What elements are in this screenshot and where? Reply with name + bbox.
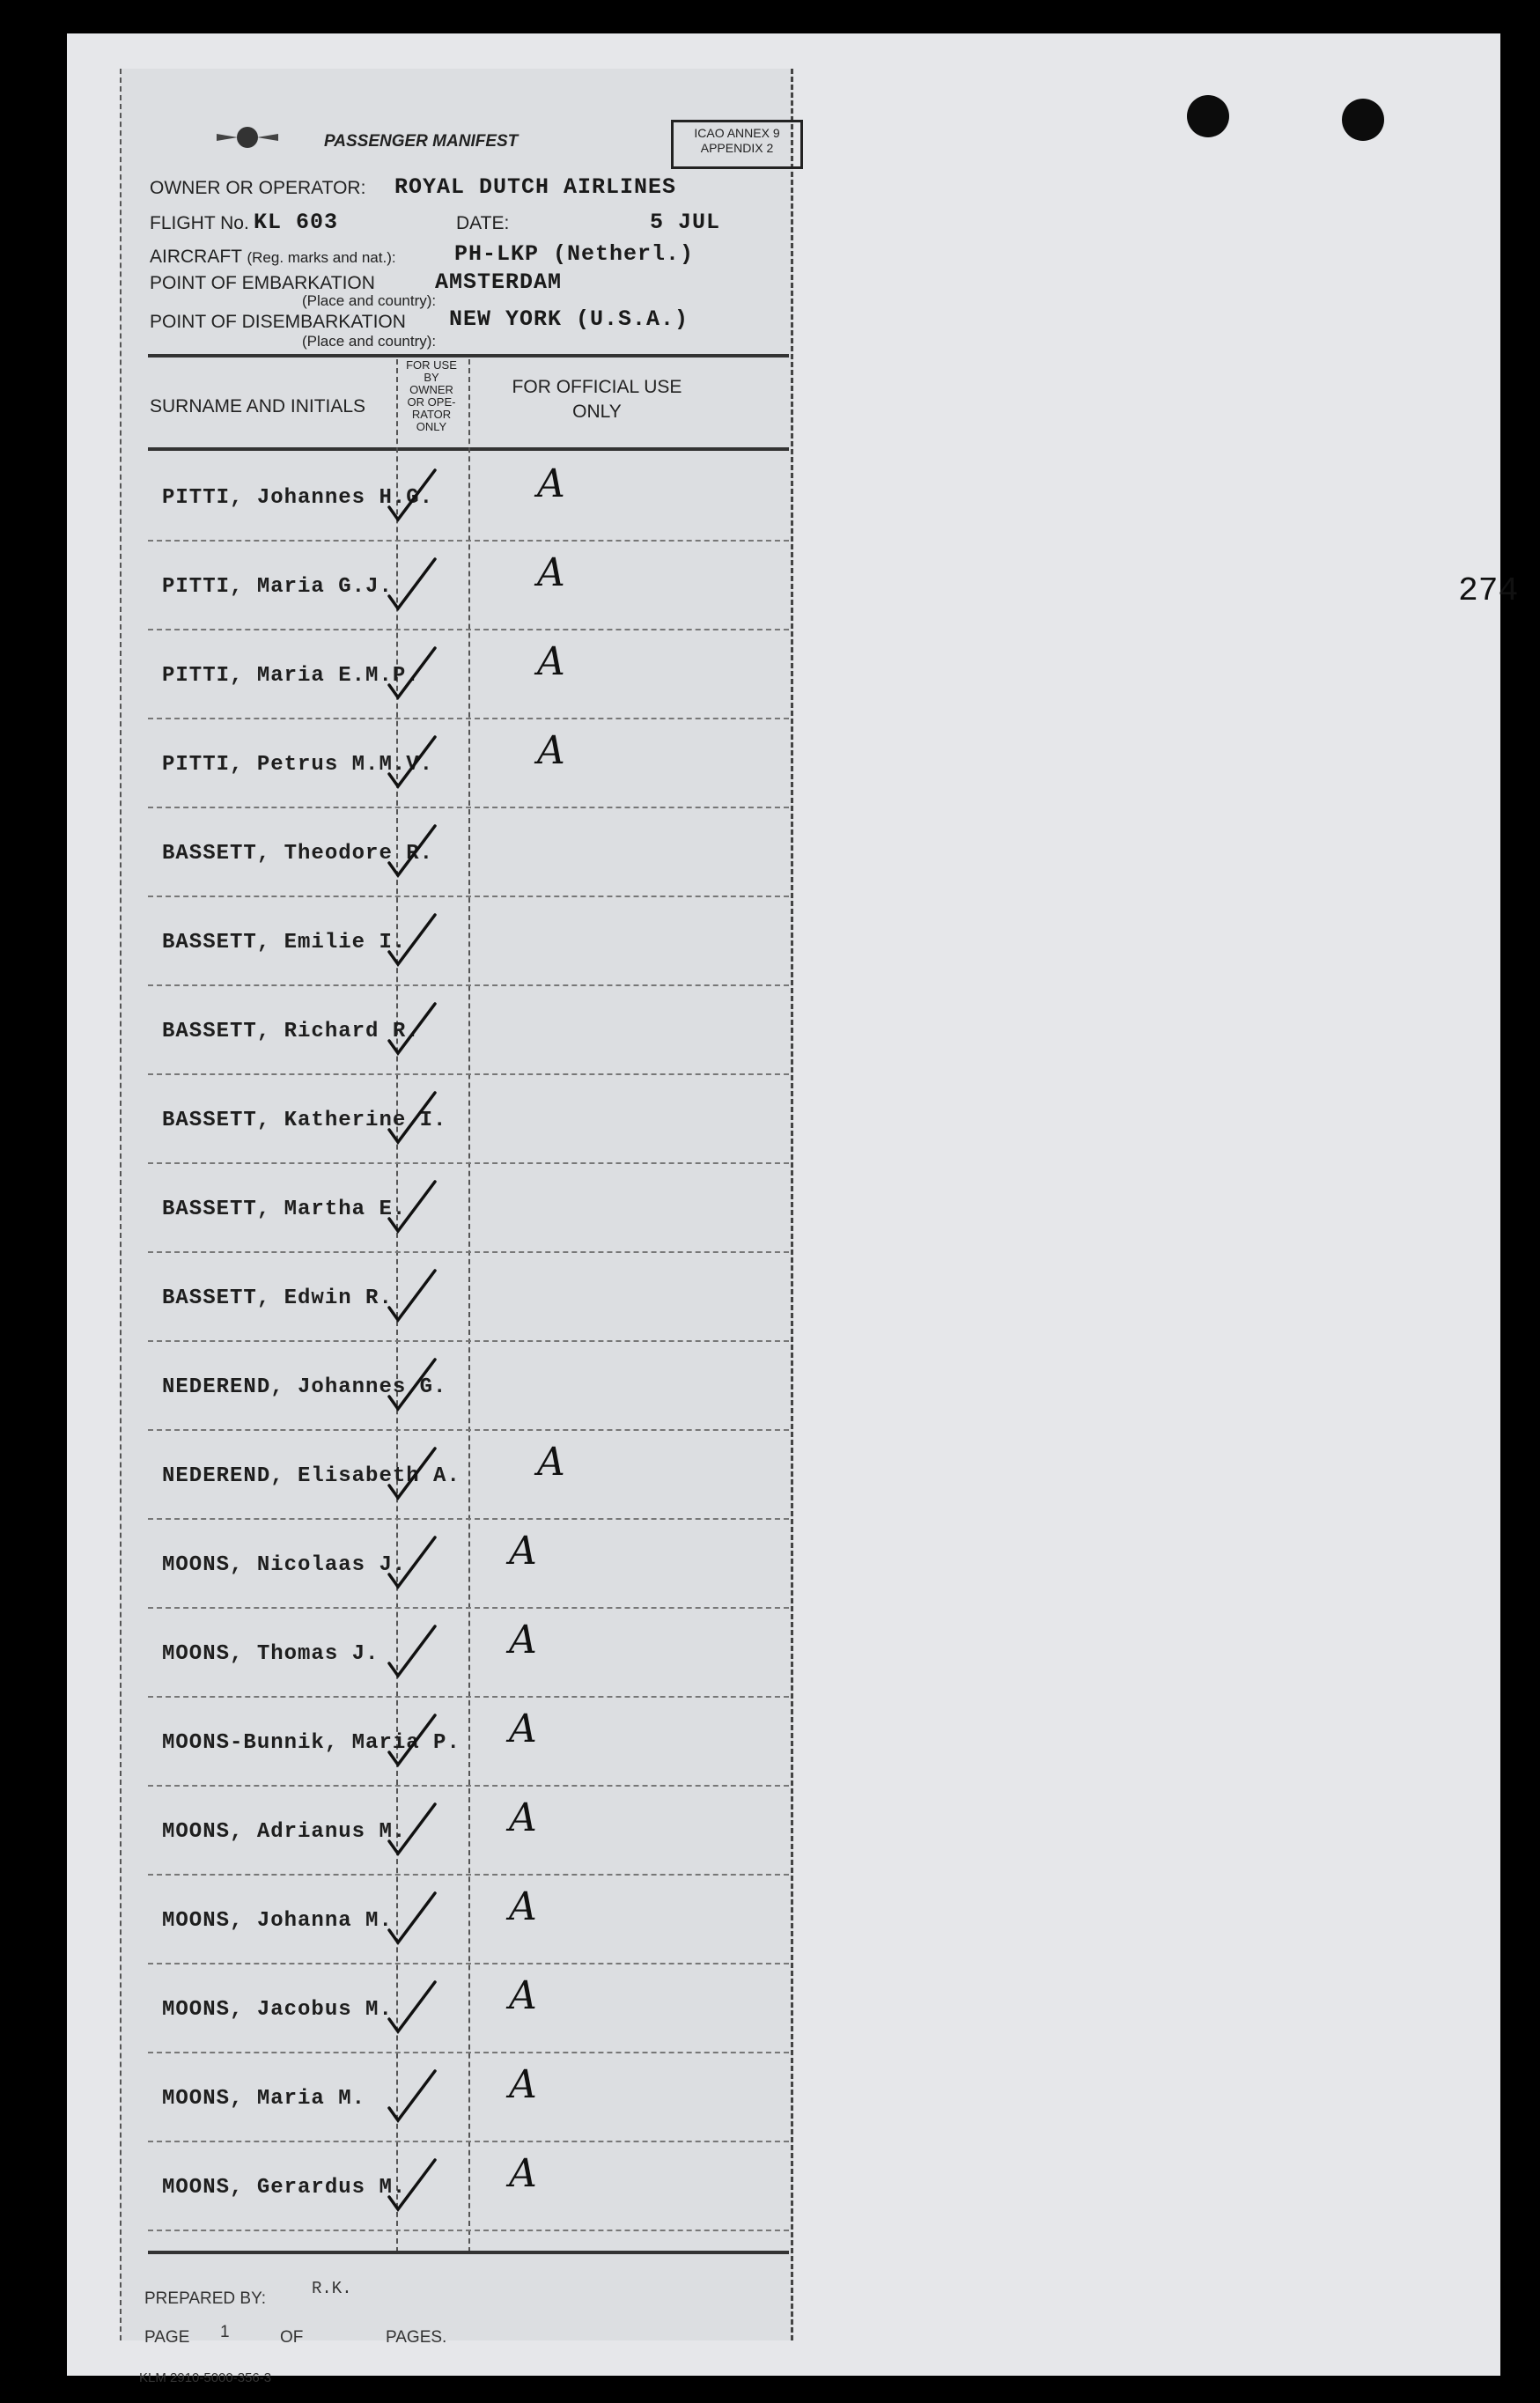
manifest-form: [120, 69, 793, 2385]
of-label: OF: [280, 2328, 304, 2347]
passenger-name: BASSETT, Edwin R.: [162, 1286, 393, 1310]
owner-col-line: FOR USE: [406, 358, 457, 372]
col-official-header: [483, 375, 711, 424]
checkmark-icon: [386, 1176, 438, 1238]
embark-value: AMSTERDAM: [435, 269, 563, 295]
checkmark-icon: [386, 732, 438, 793]
passenger-row: [122, 1698, 791, 1787]
passenger-row: [122, 1164, 791, 1253]
passenger-row: [122, 1964, 791, 2053]
klm-wings-logo-icon: [217, 122, 278, 153]
passenger-row: [122, 1431, 791, 1520]
passenger-row: [122, 1787, 791, 1876]
icao-badge: [671, 120, 803, 169]
checkmark-icon: [386, 1888, 438, 1950]
passenger-name: MOONS, Jacobus M.: [162, 1998, 393, 2022]
checkmark-icon: [386, 1443, 438, 1505]
footer-rule: [148, 2251, 789, 2254]
page-label: PAGE: [144, 2328, 190, 2347]
disembark-label: POINT OF DISEMBARKATION: [150, 312, 406, 332]
official-mark: A: [509, 2062, 537, 2107]
official-mark: A: [509, 1795, 537, 1840]
official-mark: A: [509, 2151, 537, 2196]
passenger-name: MOONS-Bunnik, Maria P.: [162, 1731, 461, 1755]
checkmark-icon: [386, 2155, 438, 2216]
embark-sub: (Place and country):: [302, 292, 437, 309]
passenger-row: [122, 542, 791, 630]
passenger-row: [122, 1876, 791, 1964]
date-label: DATE:: [456, 213, 510, 233]
aircraft-label-text: AIRCRAFT: [150, 247, 242, 267]
passenger-name: NEDEREND, Elisabeth A.: [162, 1464, 461, 1488]
owner-col-line: RATOR: [411, 408, 452, 421]
checkmark-icon: [386, 821, 438, 882]
checkmark-icon: [386, 1977, 438, 2038]
owner-col-line: ONLY: [416, 420, 447, 433]
checkmark-icon: [386, 999, 438, 1060]
official-mark: A: [537, 550, 565, 595]
pages-label: PAGES.: [386, 2328, 447, 2347]
passenger-row: [122, 1609, 791, 1698]
passenger-name: BASSETT, Katherine I.: [162, 1109, 447, 1132]
passenger-name: BASSETT, Richard R.: [162, 1020, 420, 1043]
official-mark: A: [509, 1973, 537, 2018]
checkmark-icon: [386, 1265, 438, 1327]
flight-label: FLIGHT No.: [150, 213, 249, 233]
checkmark-icon: [386, 1799, 438, 1861]
passenger-name: PITTI, Maria G.J.: [162, 575, 393, 599]
disembark-sub: (Place and country):: [302, 333, 437, 350]
header-rule: [148, 354, 789, 358]
manifest-title: PASSENGER MANIFEST: [324, 132, 519, 151]
official-mark: A: [537, 639, 565, 684]
disembark-value: NEW YORK (U.S.A.): [449, 306, 689, 332]
passenger-row: [122, 1520, 791, 1609]
official-mark: A: [509, 1706, 537, 1751]
page-stamp-number: 274: [1458, 572, 1519, 610]
passenger-row: [122, 1075, 791, 1164]
official-mark: A: [509, 1884, 537, 1929]
passenger-row: [122, 986, 791, 1075]
passenger-row: [122, 630, 791, 719]
passenger-row: [122, 1342, 791, 1431]
passenger-row: [122, 719, 791, 808]
passenger-name: MOONS, Nicolaas J.: [162, 1553, 407, 1577]
form-code: KLM 2910-5000-356-3: [139, 2370, 272, 2385]
checkmark-icon: [386, 1532, 438, 1594]
official-mark: A: [537, 461, 565, 506]
aircraft-label: [150, 247, 396, 268]
checkmark-icon: [386, 465, 438, 527]
checkmark-icon: [386, 554, 438, 615]
checkmark-icon: [386, 2066, 438, 2127]
checkmark-icon: [386, 643, 438, 704]
passenger-row: [122, 2053, 791, 2142]
aircraft-sub: (Reg. marks and nat.):: [247, 249, 396, 266]
official-mark: A: [537, 728, 565, 773]
passenger-name: MOONS, Gerardus M.: [162, 2176, 407, 2200]
owner-label: OWNER OR OPERATOR:: [150, 178, 366, 198]
date-value: 5 JUL: [650, 210, 721, 235]
col-owner-header: [396, 359, 467, 433]
flight-value: KL 603: [254, 210, 339, 235]
manifest-sheet: [67, 33, 1519, 2385]
passenger-name: MOONS, Maria M.: [162, 2087, 366, 2111]
embark-label: POINT OF EMBARKATION: [150, 273, 375, 293]
checkmark-icon: [386, 910, 438, 971]
prepared-by-label: PREPARED BY:: [144, 2289, 266, 2308]
aircraft-value: PH-LKP (Netherl.): [454, 241, 695, 267]
passenger-name: PITTI, Maria E.M.P.: [162, 664, 420, 688]
passenger-name: MOONS, Thomas J.: [162, 1642, 379, 1666]
badge-line-2: APPENDIX 2: [700, 141, 774, 155]
passenger-row: [122, 897, 791, 986]
owner-col-line: OR OPE-: [407, 395, 456, 409]
col-surname-header: SURNAME AND INITIALS: [150, 396, 366, 416]
passenger-name: PITTI, Johannes H.G.: [162, 486, 434, 510]
passenger-name: MOONS, Johanna M.: [162, 1909, 393, 1933]
passenger-row: [122, 453, 791, 542]
official-mark: A: [509, 1618, 537, 1662]
official-col-line: ONLY: [572, 402, 622, 422]
checkmark-icon: [386, 1354, 438, 1416]
passenger-row: [122, 1253, 791, 1342]
passenger-name: BASSETT, Martha E.: [162, 1198, 407, 1221]
checkmark-icon: [386, 1710, 438, 1772]
punch-hole: [1187, 95, 1229, 137]
official-mark: A: [509, 1529, 537, 1574]
checkmark-icon: [386, 1621, 438, 1683]
passenger-name: BASSETT, Theodore R.: [162, 842, 434, 866]
official-mark: A: [537, 1440, 565, 1485]
prepared-by-value: R.K.: [312, 2279, 352, 2298]
passenger-name: PITTI, Petrus M.M.V.: [162, 753, 434, 777]
passenger-row: [122, 808, 791, 897]
owner-value: ROYAL DUTCH AIRLINES: [394, 174, 677, 200]
badge-line-1: ICAO ANNEX 9: [694, 126, 780, 140]
passenger-row: [122, 2142, 791, 2231]
punch-hole: [1342, 99, 1384, 141]
checkmark-icon: [386, 1087, 438, 1149]
passenger-name: MOONS, Adrianus M.: [162, 1820, 407, 1844]
owner-col-line: OWNER: [409, 383, 453, 396]
passenger-name: BASSETT, Emilie I.: [162, 931, 407, 955]
page-value: 1: [220, 2323, 230, 2341]
row-rule: [148, 2230, 789, 2231]
owner-col-line: BY: [424, 371, 439, 384]
passenger-name: NEDEREND, Johannes G.: [162, 1375, 447, 1399]
official-col-line: FOR OFFICIAL USE: [512, 377, 682, 397]
